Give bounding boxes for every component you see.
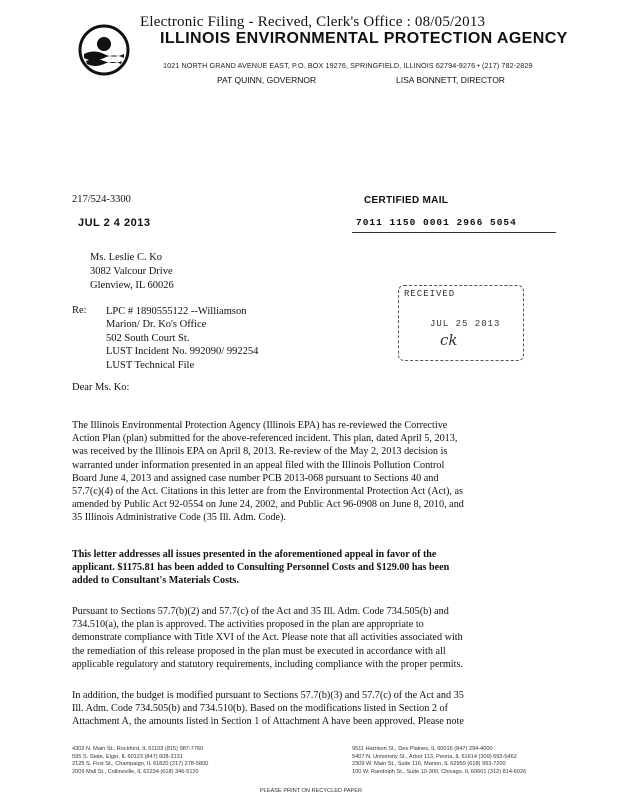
addressee-line: 3082 Valcour Drive bbox=[90, 266, 173, 277]
re-label: Re: bbox=[72, 305, 87, 316]
agency-name: ILLINOIS ENVIRONMENTAL PROTECTION AGENCY bbox=[160, 30, 568, 47]
re-block bbox=[106, 305, 258, 372]
paragraph-line: Action Plan (plan) submitted for the above-referenced incident. This plan, dated April 5, 2013, bbox=[72, 433, 458, 445]
paragraph-line: the remediation of this release proposed in the plan must be executed in accordance with all bbox=[72, 645, 446, 657]
re-line: LUST Technical File bbox=[106, 359, 195, 371]
agency-address: 1021 NORTH GRAND AVENUE EAST, P.O. BOX 19276, SPRINGFIELD, ILLINOIS 62794-9276 • (217) 782-2829 bbox=[163, 61, 533, 70]
body-paragraph-4 bbox=[72, 689, 464, 729]
addressee-line: Ms. Leslie C. Ko bbox=[90, 252, 163, 263]
footer-offices-left bbox=[72, 746, 208, 776]
paragraph-line: was received by the Illinois EPA on April 8, 2013. Re-review of the May 2, 2013 decision is bbox=[72, 446, 448, 458]
paragraph-line: In addition, the budget is modified pursuant to Sections 57.7(b)(3) and 57.7(c) of the Act and 35 bbox=[72, 690, 464, 701]
salutation: Dear Ms. Ko: bbox=[72, 382, 130, 393]
re-line: LUST Incident No. 992090/ 992254 bbox=[106, 346, 259, 358]
director-name: LISA BONNETT, DIRECTOR bbox=[396, 75, 505, 85]
footer-line: 100 W. Randolph St., Suite 10-300, Chicago, IL 60601 (312) 814-6026 bbox=[352, 768, 527, 775]
addressee-line: Glenview, IL 60026 bbox=[90, 280, 174, 291]
re-line: 502 South Court St. bbox=[106, 332, 190, 344]
paragraph-line: 734.510(a), the plan is approved. The activities proposed in the plan are appropriate to bbox=[72, 619, 424, 631]
paragraph-line: Attachment A, the amounts listed in Section 1 of Attachment A have been approved. Please note bbox=[72, 716, 464, 728]
paragraph-line: amended by Public Act 92-0554 on June 24, 2002, and Public Act 96-0908 on June 8, 2010, and bbox=[72, 499, 464, 511]
footer-line: 2125 S. First St., Champaign, IL 61820 (217) 278-5800 bbox=[72, 761, 209, 768]
footer-line: 2309 W. Main St., Suite 116, Marion, IL 62959 (618) 993-7200 bbox=[352, 761, 506, 768]
paragraph-line: Board June 4, 2013 and assigned case number PCB 2013-068 pursuant to Sections 40 and bbox=[72, 472, 439, 484]
footer-line: 2009 Mall St., Collinsville, IL 62234 (618) 346-5120 bbox=[72, 768, 199, 775]
footer-line: 4302 N. Main St., Rockford, IL 61103 (815) 987-7760 bbox=[72, 746, 204, 752]
paragraph-line: Pursuant to Sections 57.7(b)(2) and 57.7(c) of the Act and 35 Ill. Adm. Code 734.505(b) and bbox=[72, 606, 449, 617]
footer-offices-right bbox=[352, 746, 526, 776]
certified-mail-label: CERTIFIED MAIL bbox=[364, 195, 449, 206]
phone-number: 217/524-3300 bbox=[72, 194, 131, 205]
tracking-underline bbox=[352, 232, 556, 233]
letter-date-stamp: JUL 2 4 2013 bbox=[78, 217, 151, 229]
body-paragraph-3 bbox=[72, 605, 463, 671]
paragraph-line: added to Consultant's Materials Costs. bbox=[72, 575, 239, 587]
footer-recycled-note: PLEASE PRINT ON RECYCLED PAPER bbox=[260, 788, 363, 794]
footer-line: 9511 Harrison St., Des Plaines, IL 60016 (847) 294-4000 bbox=[352, 746, 493, 752]
electronic-filing-watermark: Electronic Filing - Recived, Clerk's Office : 08/05/2013 bbox=[140, 14, 486, 30]
footer-line: 595 S. State, Elgin, IL 60123 (847) 608-3131 bbox=[72, 753, 183, 760]
received-stamp-date: JUL 25 2013 bbox=[430, 319, 501, 329]
paragraph-line: This letter addresses all issues presented in the aforementioned appeal in favor of the bbox=[72, 549, 437, 560]
paragraph-line: The Illinois Environmental Protection Agency (Illinois EPA) has re-reviewed the Corrective bbox=[72, 420, 448, 431]
paragraph-line: applicable regulatory and statutory requirements, including compliance with the proper permits. bbox=[72, 658, 463, 670]
paragraph-line: applicant. $1175.81 has been added to Consulting Personnel Costs and $129.00 has been bbox=[72, 562, 450, 574]
received-stamp-initials: ck bbox=[440, 331, 458, 349]
tracking-number: 7011 1150 0001 2966 5054 bbox=[356, 217, 517, 228]
paragraph-line: warranted under information presented in an appeal filed with the Illinois Pollution Control bbox=[72, 459, 445, 471]
received-stamp-label: RECEIVED bbox=[404, 289, 456, 299]
body-paragraph-1 bbox=[72, 419, 464, 525]
paragraph-line: 57.7(c)(4) of the Act. Citations in this letter are from the Environmental Protection Act (Act), as bbox=[72, 486, 463, 498]
re-line: LPC # 1890555122 --Williamson bbox=[106, 306, 247, 317]
paragraph-line: demonstrate compliance with Title XVI of the Act. Please note that all activities associated with bbox=[72, 632, 463, 644]
paragraph-line: 35 Illinois Administrative Code (35 Ill. Adm. Code). bbox=[72, 512, 286, 524]
re-line: Marion/ Dr. Ko's Office bbox=[106, 319, 207, 331]
governor-name: PAT QUINN, GOVERNOR bbox=[217, 75, 317, 85]
footer-line: 5407 N. University St., Arbor 113, Peoria, IL 61614 (309) 693-5462 bbox=[352, 753, 517, 760]
agency-logo-icon bbox=[78, 24, 130, 76]
body-paragraph-2 bbox=[72, 548, 449, 588]
paragraph-line: Ill. Adm. Code 734.505(b) and 734.510(b). Based on the modifications listed in Section 2 of bbox=[72, 703, 449, 715]
